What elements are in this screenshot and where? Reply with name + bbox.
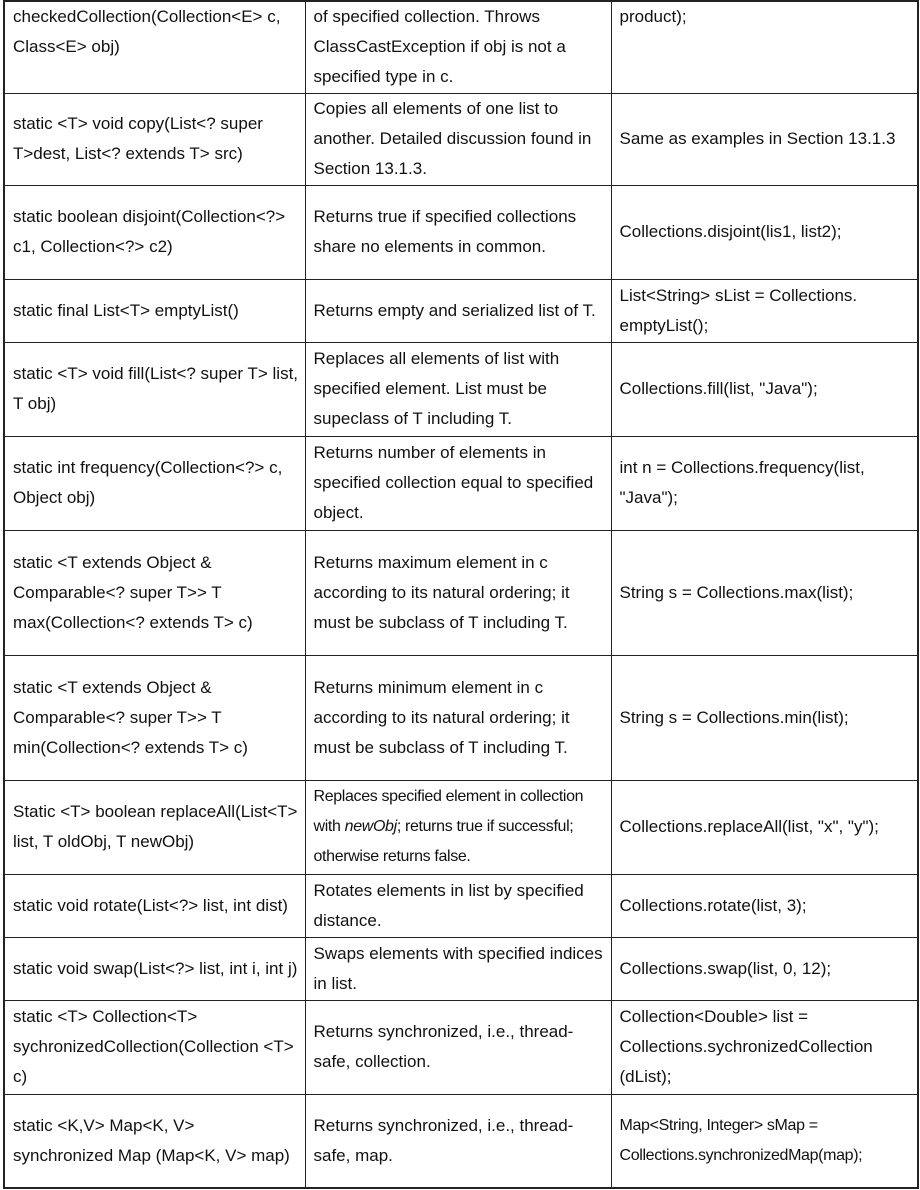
example-cell: Collections.swap(list, 0, 12); <box>611 937 918 1000</box>
method-cell: static <T> void fill(List<? super T> list, T obj) <box>4 342 305 436</box>
method-cell: checkedCollection(Collection<E> c, Class<E> obj) <box>4 1 305 93</box>
method-cell: static <T extends Object & Comparable<? super T>> T max(Collection<? extends T> c) <box>4 530 305 655</box>
description-cell: Returns maximum element in c according to its natural ordering; it must be subclass of T including T. <box>305 530 611 655</box>
table-row <box>4 780 918 874</box>
example-cell: String s = Collections.max(list); <box>611 530 918 655</box>
example-cell: int n = Collections.frequency(list, "Java"); <box>611 436 918 530</box>
description-cell: Swaps elements with specified indices in list. <box>305 937 611 1000</box>
example-cell: Same as examples in Section 13.1.3 <box>611 93 918 185</box>
table-row <box>4 436 918 530</box>
collections-methods-table <box>3 0 919 1189</box>
table-row <box>4 93 918 185</box>
method-cell: static void swap(List<?> list, int i, int j) <box>4 937 305 1000</box>
table-row <box>4 1094 918 1188</box>
method-cell: static boolean disjoint(Collection<?> c1, Collection<?> c2) <box>4 185 305 279</box>
table-row <box>4 279 918 342</box>
method-cell: static <T extends Object & Comparable<? super T>> T min(Collection<? extends T> c) <box>4 655 305 780</box>
table-row <box>4 185 918 279</box>
description-cell: Returns true if specified collections share no elements in common. <box>305 185 611 279</box>
table-row <box>4 1000 918 1094</box>
example-cell: List<String> sList = Collections. emptyList(); <box>611 279 918 342</box>
method-cell: static void rotate(List<?> list, int dist) <box>4 874 305 937</box>
description-text: Replaces specified element in collection with <box>313 788 584 835</box>
example-cell: Collections.fill(list, "Java"); <box>611 342 918 436</box>
table-row <box>4 655 918 780</box>
table-row <box>4 530 918 655</box>
description-cell <box>305 780 611 874</box>
example-cell: Map<String, Integer> sMap = Collections.synchronizedMap(map); <box>611 1094 918 1188</box>
description-cell: of specified collection. Throws ClassCastException if obj is not a specified type in c. <box>305 1 611 93</box>
description-cell: Returns empty and serialized list of T. <box>305 279 611 342</box>
description-cell: Rotates elements in list by specified distance. <box>305 874 611 937</box>
example-cell: Collection<Double> list = Collections.sychronizedCollection (dList); <box>611 1000 918 1094</box>
description-cell: Returns synchronized, i.e., thread-safe, map. <box>305 1094 611 1188</box>
method-cell: static int frequency(Collection<?> c, Object obj) <box>4 436 305 530</box>
method-cell: Static <T> boolean replaceAll(List<T> list, T oldObj, T newObj) <box>4 780 305 874</box>
description-italic-text: newObj <box>344 818 397 835</box>
method-cell: static final List<T> emptyList() <box>4 279 305 342</box>
method-cell: static <T> void copy(List<? super T>dest, List<? extends T> src) <box>4 93 305 185</box>
example-cell: Collections.disjoint(lis1, list2); <box>611 185 918 279</box>
method-cell: static <K,V> Map<K, V> synchronized Map (Map<K, V> map) <box>4 1094 305 1188</box>
table-row <box>4 937 918 1000</box>
table-row <box>4 1 918 93</box>
table-row <box>4 874 918 937</box>
description-cell: Copies all elements of one list to another. Detailed discussion found in Section 13.1.3. <box>305 93 611 185</box>
method-cell: static <T> Collection<T> sychronizedCollection(Collection <T> c) <box>4 1000 305 1094</box>
description-cell: Returns minimum element in c according to its natural ordering; it must be subclass of T including T. <box>305 655 611 780</box>
example-cell: Collections.replaceAll(list, "x", "y"); <box>611 780 918 874</box>
table-row <box>4 342 918 436</box>
description-text: ; returns true if successful; otherwise returns false. <box>313 818 574 865</box>
description-cell: Returns synchronized, i.e., thread-safe, collection. <box>305 1000 611 1094</box>
description-cell: Replaces all elements of list with specified element. List must be supeclass of T including T. <box>305 342 611 436</box>
example-cell: String s = Collections.min(list); <box>611 655 918 780</box>
description-cell: Returns number of elements in specified collection equal to specified object. <box>305 436 611 530</box>
example-cell: Collections.rotate(list, 3); <box>611 874 918 937</box>
example-cell: product); <box>611 1 918 93</box>
